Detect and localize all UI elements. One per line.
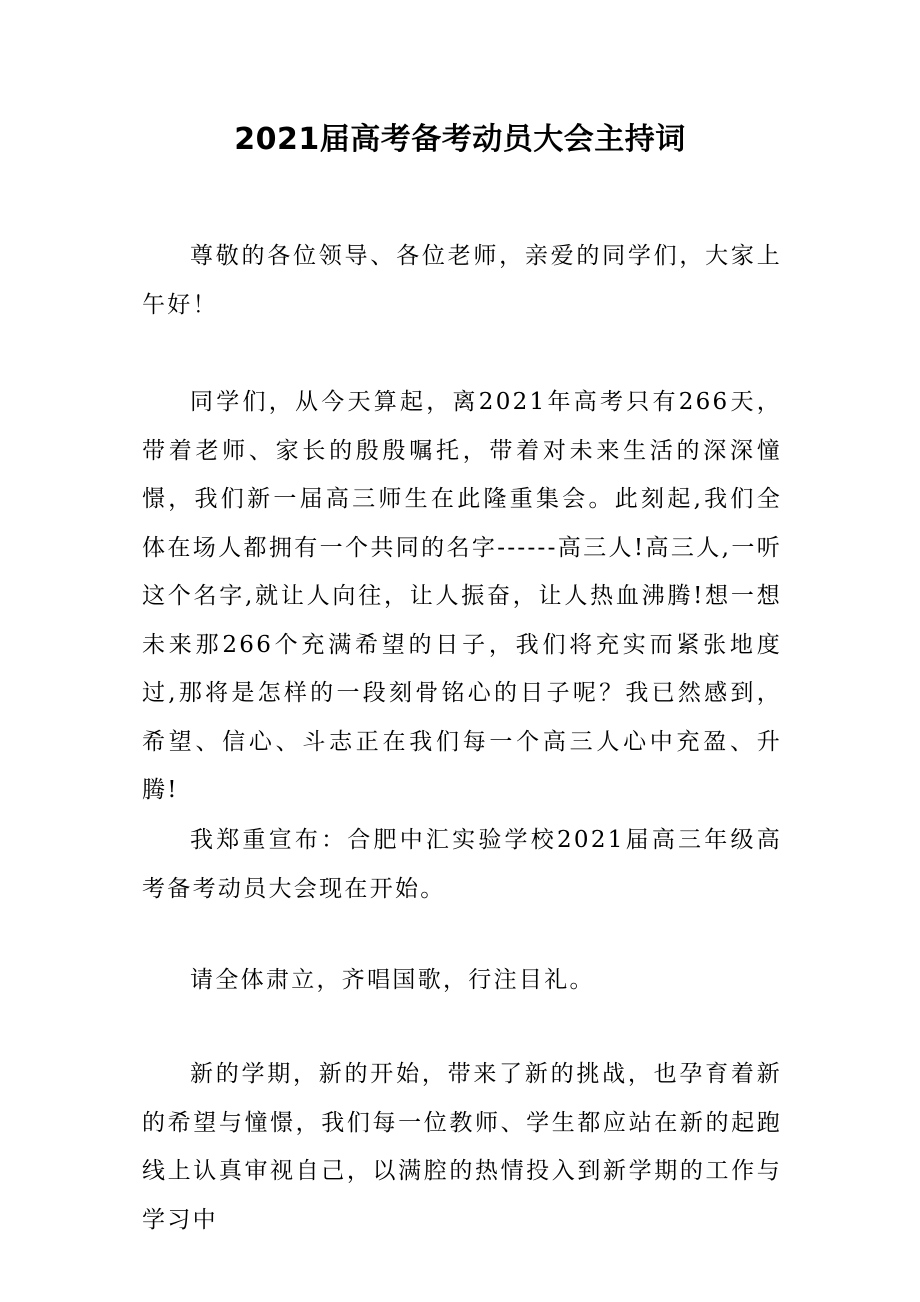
- paragraph-new-semester: 新的学期，新的开始，带来了新的挑战，也孕育着新的希望与憧憬，我们每一位教师、学生都应站在新的起跑线上认真审视自己，以满腔的热情投入到新学期的工作与学习中: [142, 1061, 782, 1233]
- paragraph-countdown: 同学们，从今天算起，离2021年高考只有266天，带着老师、家长的殷殷嘱托，带着对未来生活的深深憧憬，我们新一届高三师生在此隆重集会。此刻起,我们全体在场人都拥有一个共同的名字------高三人!高三人,一听这个名字,就让人向往，让人振奋，让人热血沸腾!想一想未来那266个充满希望的日子，我们将充实而紧张地度过,那将是怎样的一段刻骨铭心的日子呢？我已然感到，希望、信心、斗志正在我们每一个高三人心中充盈、升腾!: [142, 389, 782, 803]
- paragraph-announcement: 我郑重宣布：合肥中汇实验学校2021届高三年级高考备考动员大会现在开始。: [142, 827, 782, 902]
- document-title: 2021届高考备考动员大会主持词: [234, 122, 686, 157]
- paragraph-greeting: 尊敬的各位领导、各位老师，亲爱的同学们，大家上午好！: [142, 243, 782, 318]
- paragraph-anthem: 请全体肃立，齐唱国歌，行注目礼。: [190, 967, 595, 993]
